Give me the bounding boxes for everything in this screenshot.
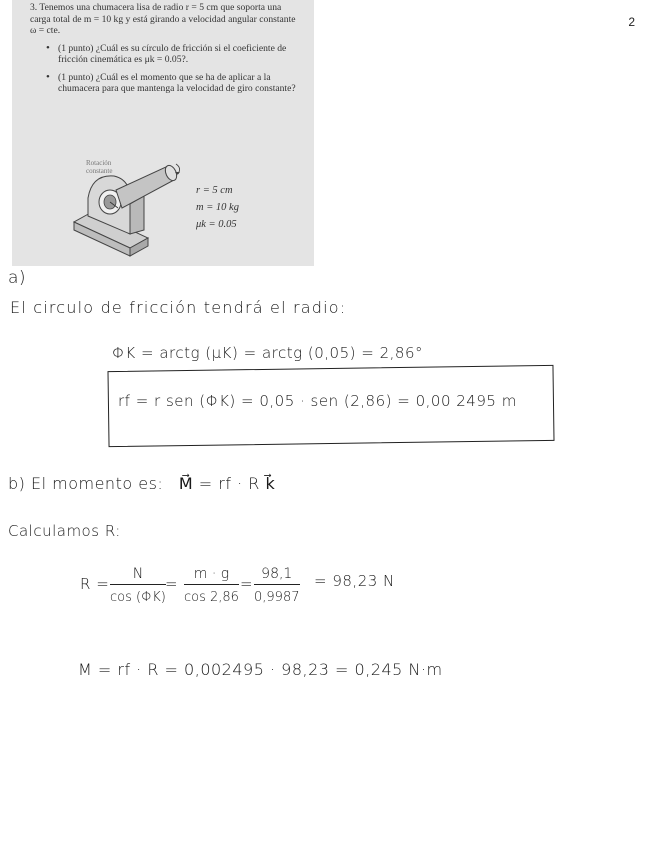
given-parameters <box>196 182 239 233</box>
r-lhs: R = <box>80 575 110 593</box>
problem-statement: 3. Tenemos una chumacera lisa de radio r = 5 cm que soporta una carga total de m = 10 kg y está girando a velocidad angular constante ω = cte. <box>30 2 296 36</box>
r-result: = 98,23 N <box>314 572 395 590</box>
figure-caption-line-2: constante <box>86 167 113 175</box>
problem-scan <box>12 0 314 266</box>
problem-part-b: • (1 punto) ¿Cuál es el momento que se ha de aplicar a la chumacera para que mantenga la velocidad de giro constante? <box>58 72 304 95</box>
fraction-values <box>254 566 300 605</box>
part-a-label: a) <box>8 268 27 288</box>
bearing-illustration <box>70 160 190 265</box>
fraction-2-denominator: cos 2,86 <box>184 590 239 605</box>
calculate-r-label: Calculamos R: <box>8 522 121 540</box>
figure-caption <box>86 159 112 175</box>
fraction-2-numerator: m · g <box>193 566 230 582</box>
equals-sign-1: = <box>165 575 178 593</box>
fraction-3-numerator: 98,1 <box>261 566 293 582</box>
friction-radius-equation: rf = r sen (ΦK) = 0,05 · sen (2,86) = 0,00 2495 m <box>118 392 517 410</box>
part-b-heading <box>8 474 275 493</box>
figure-caption-line-1: Rotación <box>86 159 112 167</box>
problem-parts <box>30 43 304 95</box>
part-b-label: b) El momento es: <box>8 474 164 493</box>
fraction-1-denominator: cos (ΦK) <box>110 590 166 605</box>
fraction-normal-over-cos <box>110 566 166 605</box>
page-number: 2 <box>628 15 635 29</box>
friction-angle-equation: ΦK = arctg (μK) = arctg (0,05) = 2,86° <box>112 344 423 362</box>
moment-vector-equation: M⃗ = rf · R k⃗ <box>178 474 276 493</box>
final-moment-equation: M = rf · R = 0,002495 · 98,23 = 0,245 N·m <box>78 660 443 679</box>
equals-sign-2: = <box>240 575 253 593</box>
fraction-1-numerator: N <box>132 566 144 582</box>
param-radius: r = 5 cm <box>196 185 233 196</box>
problem-part-a: • (1 punto) ¿Cuál es su círculo de fricción si el coeficiente de fricción cinemática es μk = 0.05?. <box>58 43 304 66</box>
fraction-mg-over-cos <box>184 566 239 605</box>
fraction-3-denominator: 0,9987 <box>254 590 300 605</box>
param-friction: μk = 0.05 <box>196 219 237 230</box>
part-a-intro: El circulo de fricción tendrá el radio: <box>10 298 347 317</box>
param-mass: m = 10 kg <box>196 202 239 213</box>
